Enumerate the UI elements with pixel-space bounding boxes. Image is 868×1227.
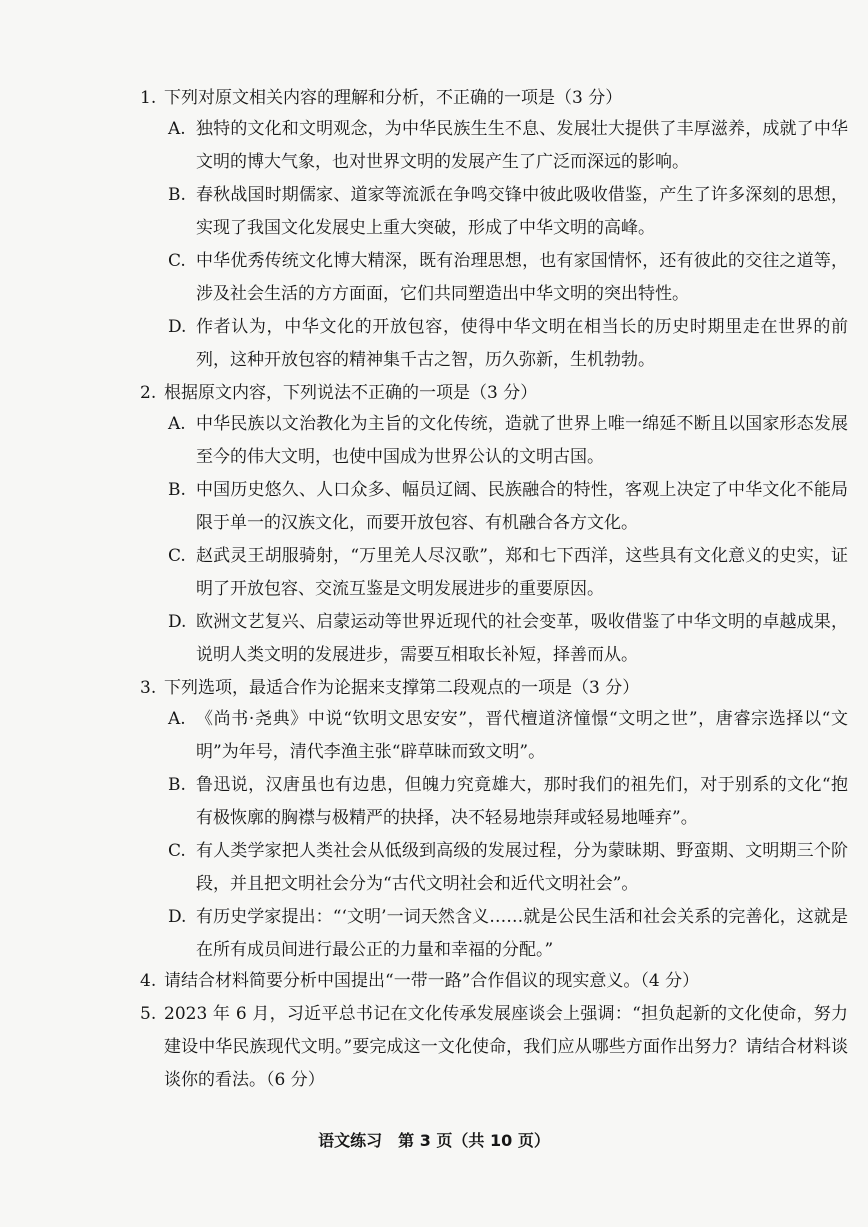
- question-3-stem: [140, 672, 850, 705]
- option-text: 鲁迅说，汉唐虽也有边患，但魄力究竟雄大，那时我们的祖先们，对于别系的文化“抱有极恢廓的胸襟与极精严的抉择，决不轻易地崇拜或轻易地唾弃”。: [196, 775, 848, 828]
- question-4-stem: [140, 965, 850, 998]
- question-3-option-c: [168, 835, 848, 901]
- question-text: 请结合材料简要分析中国提出“一带一路”合作倡议的现实意义。（4 分）: [164, 971, 700, 991]
- option-text: 欧洲文艺复兴、启蒙运动等世界近现代的社会变革，吸收借鉴了中华文明的卓越成果，说明人类文明的发展进步，需要互相取长补短，择善而从。: [196, 612, 848, 665]
- option-text: 中华民族以文治教化为主旨的文化传统，造就了世界上唯一绵延不断且以国家形态发展至今的伟大文明，也使中国成为世界公认的文明古国。: [196, 414, 848, 467]
- option-text: 春秋战国时期儒家、道家等流派在争鸣交锋中彼此吸收借鉴，产生了许多深刻的思想，实现了我国文化发展史上重大突破，形成了中华文明的高峰。: [196, 185, 848, 238]
- option-text: 独特的文化和文明观念，为中华民族生生不息、发展壮大提供了丰厚滋养，成就了中华文明的博大气象，也对世界文明的发展产生了广泛而深远的影响。: [196, 119, 848, 172]
- question-text: 2023 年 6 月，习近平总书记在文化传承发展座谈会上强调：“担负起新的文化使命，努力建设中华民族现代文明。”要完成这一文化使命，我们应从哪些方面作出努力？请结合材料谈谈你的看法。（6 分）: [164, 1004, 848, 1090]
- option-label: D.: [168, 317, 187, 337]
- question-3-option-a: [168, 703, 848, 769]
- question-number: 5.: [140, 1004, 157, 1024]
- question-2-option-d: [168, 606, 848, 672]
- question-5-stem: [140, 998, 848, 1097]
- question-3-option-d: [168, 901, 848, 967]
- option-label: C.: [168, 546, 186, 566]
- question-1-option-b: [168, 179, 848, 245]
- question-number: 3.: [140, 678, 157, 698]
- question-number: 1.: [140, 88, 157, 108]
- option-label: A.: [168, 119, 186, 139]
- option-label: D.: [168, 612, 187, 632]
- option-text: 有人类学家把人类社会从低级到高级的发展过程，分为蒙昧期、野蛮期、文明期三个阶段，并且把文明社会分为“古代文明社会和近代文明社会”。: [196, 841, 848, 894]
- option-label: D.: [168, 907, 187, 927]
- question-2-option-c: [168, 540, 848, 606]
- question-text: 下列选项，最适合作为论据来支撑第二段观点的一项是（3 分）: [164, 678, 640, 698]
- option-label: A.: [168, 709, 186, 729]
- option-label: B.: [168, 775, 186, 795]
- option-label: B.: [168, 480, 186, 500]
- question-1-option-a: [168, 113, 848, 179]
- question-1-option-c: [168, 245, 848, 311]
- question-2-option-b: [168, 474, 848, 540]
- question-text: 根据原文内容，下列说法不正确的一项是（3 分）: [164, 383, 538, 403]
- page-footer: 语文练习 第 3 页（共 10 页）: [318, 1131, 550, 1150]
- option-text: 《尚书·尧典》中说“钦明文思安安”，晋代檀道济憧憬“文明之世”，唐睿宗选择以“文明”为年号，清代李渔主张“辟草昧而致文明”。: [196, 709, 848, 762]
- question-3-option-b: [168, 769, 848, 835]
- option-label: C.: [168, 251, 186, 271]
- option-text: 作者认为，中华文化的开放包容，使得中华文明在相当长的历史时期里走在世界的前列，这种开放包容的精神集千古之智，历久弥新，生机勃勃。: [196, 317, 848, 370]
- option-label: A.: [168, 414, 186, 434]
- option-text: 中华优秀传统文化博大精深，既有治理思想，也有家国情怀，还有彼此的交往之道等，涉及社会生活的方方面面，它们共同塑造出中华文明的突出特性。: [196, 251, 848, 304]
- option-text: 中国历史悠久、人口众多、幅员辽阔、民族融合的特性，客观上决定了中华文化不能局限于单一的汉族文化，而要开放包容、有机融合各方文化。: [196, 480, 848, 533]
- question-1-stem: [140, 82, 850, 115]
- question-number: 2.: [140, 383, 157, 403]
- question-number: 4.: [140, 971, 157, 991]
- question-2-option-a: [168, 408, 848, 474]
- question-2-stem: [140, 377, 850, 410]
- option-text: 有历史学家提出：“‘文明’一词天然含义……就是公民生活和社会关系的完善化，这就是在所有成员间进行最公正的力量和幸福的分配。”: [196, 907, 848, 960]
- question-1-option-d: [168, 311, 848, 377]
- question-text: 下列对原文相关内容的理解和分析，不正确的一项是（3 分）: [164, 88, 623, 108]
- option-label: C.: [168, 841, 186, 861]
- option-label: B.: [168, 185, 186, 205]
- option-text: 赵武灵王胡服骑射，“万里羌人尽汉歌”，郑和七下西洋，这些具有文化意义的史实，证明了开放包容、交流互鉴是文明发展进步的重要原因。: [196, 546, 848, 599]
